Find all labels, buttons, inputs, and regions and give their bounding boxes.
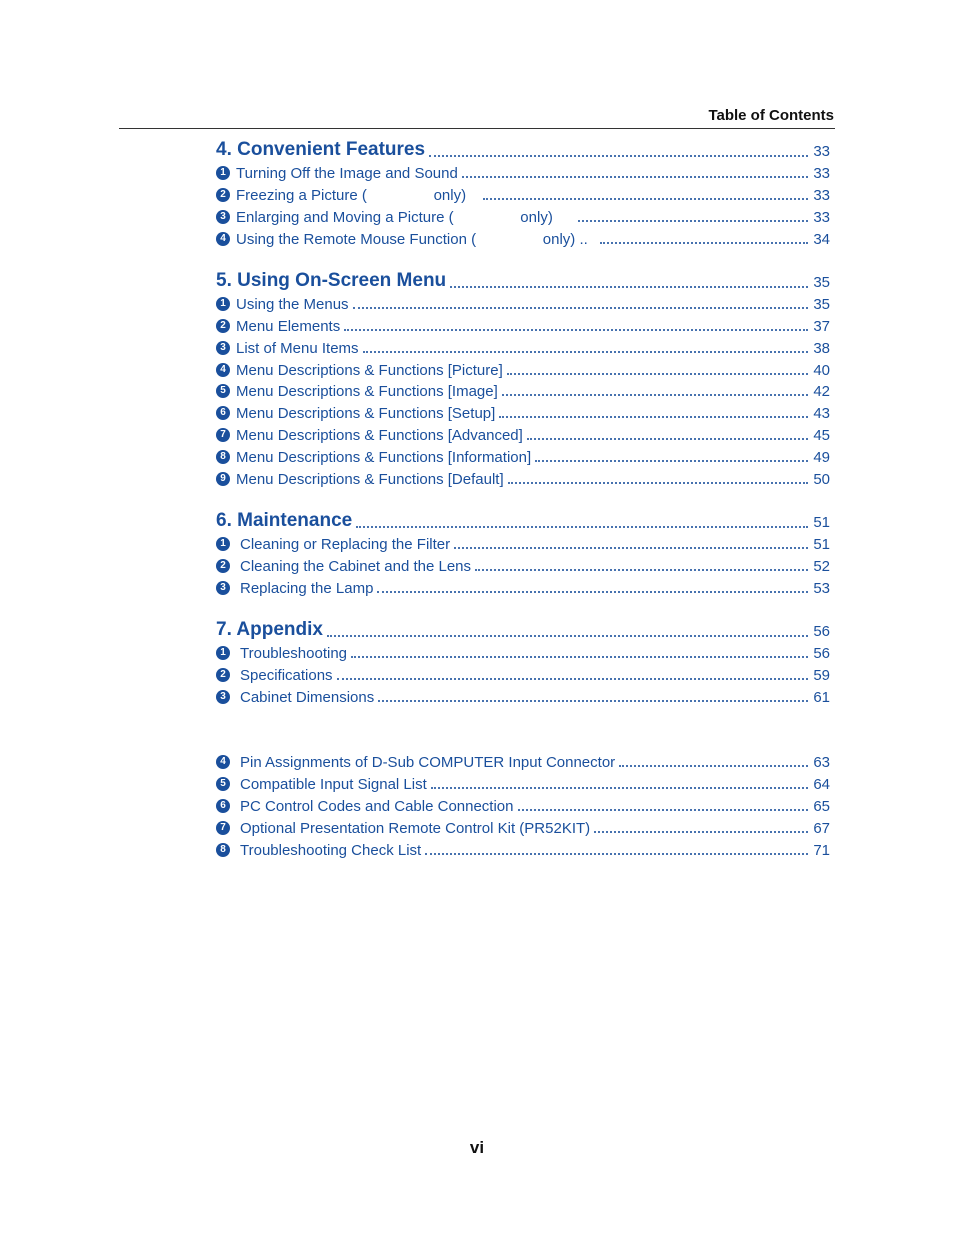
entry-label: Using the Menus [236, 296, 349, 313]
entry-label: PC Control Codes and Cable Connection [240, 798, 514, 815]
number-badge: 4 [216, 232, 230, 246]
entry-label: Turning Off the Image and Sound [236, 165, 458, 182]
toc-entry[interactable] [216, 751, 830, 771]
number-badge: 8 [216, 843, 230, 857]
number-badge: 7 [216, 428, 230, 442]
dot-leader [344, 319, 808, 331]
toc-entry[interactable] [216, 817, 830, 837]
dot-leader [475, 559, 808, 571]
entry-label: Troubleshooting Check List [240, 842, 422, 859]
dot-leader [356, 516, 808, 528]
toc-entry[interactable] [216, 468, 830, 488]
dot-leader [527, 428, 808, 440]
toc-entry[interactable] [216, 337, 830, 357]
dot-leader [594, 821, 808, 833]
dot-leader [619, 755, 808, 767]
dot-leader [431, 777, 808, 789]
number-badge: 2 [216, 188, 230, 202]
entry-page: 38 [813, 340, 830, 357]
entry-label: Troubleshooting [240, 645, 348, 662]
entry-label: Replacing the Lamp [240, 580, 374, 597]
entry-page: 52 [813, 558, 830, 575]
dot-leader [337, 668, 808, 680]
toc-entry[interactable] [216, 359, 830, 379]
entry-label: List of Menu Items [236, 340, 359, 357]
dot-leader [351, 646, 808, 658]
number-badge: 8 [216, 450, 230, 464]
dot-leader [600, 232, 808, 244]
toc-entry[interactable] [216, 228, 830, 248]
dot-leader [450, 276, 808, 288]
toc-entry[interactable] [216, 839, 830, 859]
number-badge: 4 [216, 755, 230, 769]
entry-label: Freezing a Picture ( only) [236, 187, 479, 204]
number-badge: 4 [216, 363, 230, 377]
toc-entry[interactable] [216, 664, 830, 684]
header-rule [119, 128, 835, 129]
entry-label: Using the Remote Mouse Function ( only) .. [236, 231, 597, 248]
number-badge: 7 [216, 821, 230, 835]
dot-leader [462, 166, 808, 178]
number-badge: 2 [216, 319, 230, 333]
entry-page: 37 [813, 318, 830, 335]
entry-page: 43 [813, 405, 830, 422]
section-title-using-on-screen-menu[interactable] [216, 268, 830, 292]
section-title-label: 4. Convenient Features [216, 139, 426, 160]
entry-label: Menu Descriptions & Functions [Default] [236, 471, 504, 488]
entry-page: 64 [813, 776, 830, 793]
number-badge: 3 [216, 581, 230, 595]
section-page: 51 [813, 514, 830, 531]
entry-label: Compatible Input Signal List [240, 776, 427, 793]
dot-leader [363, 341, 808, 353]
number-badge: 6 [216, 799, 230, 813]
dot-leader [507, 363, 808, 375]
number-badge: 9 [216, 472, 230, 486]
page-number: vi [469, 1138, 485, 1157]
entry-page: 33 [813, 165, 830, 182]
entry-label: Cabinet Dimensions [240, 689, 375, 706]
toc-entry[interactable] [216, 380, 830, 400]
dot-leader [578, 210, 808, 222]
entry-label: Menu Elements [236, 318, 341, 335]
number-badge: 3 [216, 341, 230, 355]
number-badge: 5 [216, 384, 230, 398]
section-page: 35 [813, 274, 830, 291]
section-page: 56 [813, 623, 830, 640]
entry-page: 50 [813, 471, 830, 488]
toc-entry[interactable] [216, 577, 830, 597]
number-badge: 5 [216, 777, 230, 791]
dot-leader [508, 472, 808, 484]
number-badge: 1 [216, 166, 230, 180]
dot-leader [454, 537, 808, 549]
section-title-label: 5. Using On-Screen Menu [216, 270, 447, 291]
entry-page: 59 [813, 667, 830, 684]
dot-leader [378, 690, 808, 702]
dot-leader [377, 581, 808, 593]
entry-page: 71 [813, 842, 830, 859]
toc-entry[interactable] [216, 162, 830, 182]
number-badge: 1 [216, 646, 230, 660]
entry-label: Pin Assignments of D-Sub COMPUTER Input Connector [240, 754, 616, 771]
dot-leader [353, 297, 808, 309]
entry-page: 53 [813, 580, 830, 597]
toc-entry[interactable] [216, 424, 830, 444]
entry-page: 35 [813, 296, 830, 313]
number-badge: 1 [216, 297, 230, 311]
toc-entry[interactable] [216, 642, 830, 662]
toc-entry[interactable] [216, 402, 830, 422]
dot-leader [483, 188, 808, 200]
dot-leader [518, 799, 809, 811]
entry-label: Menu Descriptions & Functions [Information] [236, 449, 532, 466]
toc-entry[interactable] [216, 795, 830, 815]
number-badge: 3 [216, 690, 230, 704]
dot-leader [327, 625, 808, 637]
toc-entry[interactable] [216, 446, 830, 466]
dot-leader [499, 406, 808, 418]
entry-label: Cleaning the Cabinet and the Lens [240, 558, 472, 575]
section-title-convenient-features[interactable] [216, 137, 830, 161]
dot-leader [425, 843, 808, 855]
toc-entry[interactable] [216, 686, 830, 706]
toc-entry[interactable] [216, 293, 830, 313]
entry-label: Cleaning or Replacing the Filter [240, 536, 451, 553]
dot-leader [429, 145, 808, 157]
number-badge: 1 [216, 537, 230, 551]
entry-page: 63 [813, 754, 830, 771]
entry-page: 34 [813, 231, 830, 248]
toc-entry[interactable] [216, 773, 830, 793]
entry-page: 33 [813, 209, 830, 226]
entry-label: Specifications [240, 667, 333, 684]
entry-label: Menu Descriptions & Functions [Advanced] [236, 427, 523, 444]
dot-leader [535, 450, 808, 462]
entry-label: Enlarging and Moving a Picture ( only) [236, 209, 574, 226]
entry-page: 67 [813, 820, 830, 837]
section-title-label: 6. Maintenance [216, 510, 353, 531]
dot-leader [502, 384, 808, 396]
toc-entry[interactable] [216, 555, 830, 575]
entry-page: 49 [813, 449, 830, 466]
number-badge: 3 [216, 210, 230, 224]
section-title-maintenance[interactable] [216, 508, 830, 532]
number-badge: 2 [216, 559, 230, 573]
entry-label: Menu Descriptions & Functions [Image] [236, 383, 498, 400]
section-page: 33 [813, 143, 830, 160]
entry-page: 61 [813, 689, 830, 706]
entry-label: Menu Descriptions & Functions [Setup] [236, 405, 496, 422]
section-title-appendix[interactable] [216, 617, 830, 641]
entry-page: 40 [813, 362, 830, 379]
entry-page: 65 [813, 798, 830, 815]
entry-page: 42 [813, 383, 830, 400]
toc-entry[interactable] [216, 533, 830, 553]
entry-page: 56 [813, 645, 830, 662]
entry-label: Menu Descriptions & Functions [Picture] [236, 362, 503, 379]
entry-page: 45 [813, 427, 830, 444]
number-badge: 2 [216, 668, 230, 682]
header-title: Table of Contents [708, 107, 834, 124]
entry-page: 51 [813, 536, 830, 553]
entry-page: 33 [813, 187, 830, 204]
toc-entry[interactable] [216, 206, 830, 226]
toc-entry[interactable] [216, 315, 830, 335]
number-badge: 6 [216, 406, 230, 420]
entry-label: Optional Presentation Remote Control Kit (PR52KIT) [240, 820, 591, 837]
section-title-label: 7. Appendix [216, 619, 323, 640]
toc-entry[interactable] [216, 184, 830, 204]
